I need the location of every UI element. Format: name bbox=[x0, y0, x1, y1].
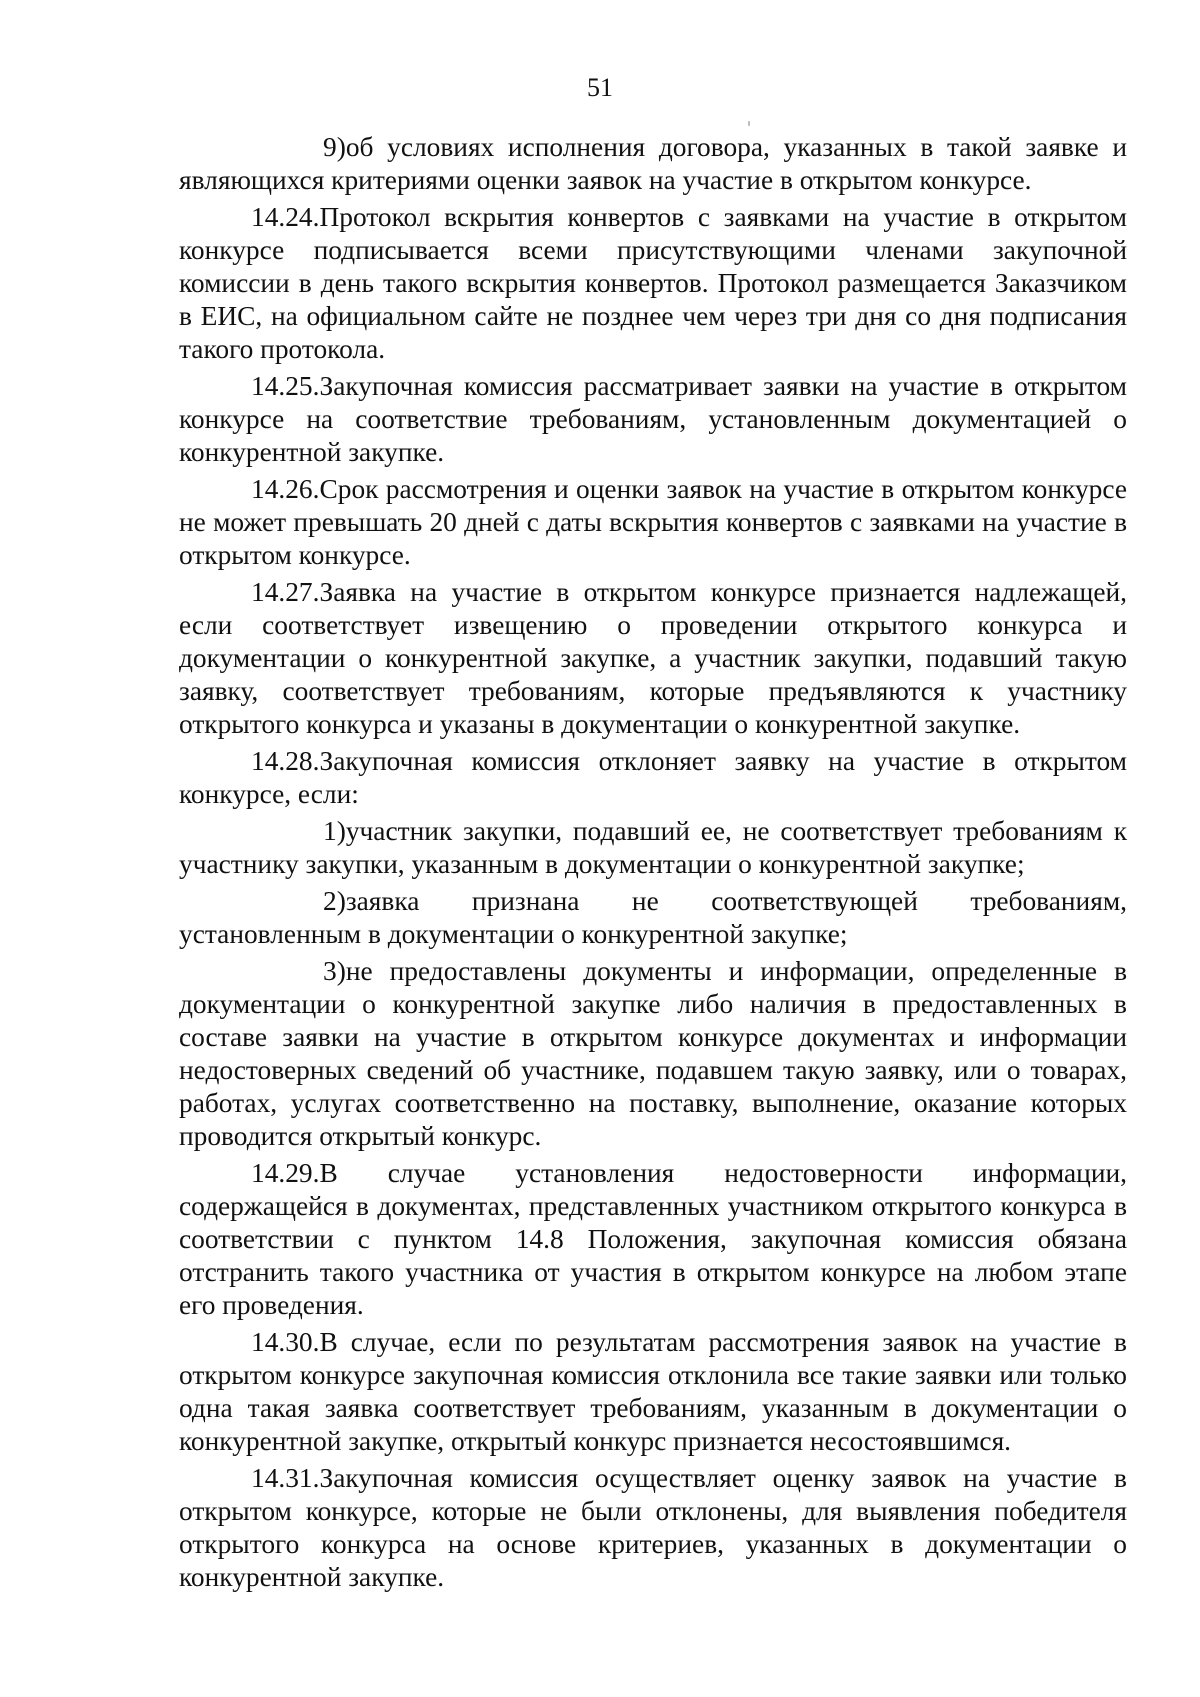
list-item bbox=[179, 885, 1127, 951]
scan-speck bbox=[748, 121, 750, 126]
page-number: 51 bbox=[587, 73, 613, 102]
paragraph: 14.24.Протокол вскрытия конвертов с заявками на участие в открытом конкурсе подписывается всеми присутствующими членами закупочной комиссии в день такого вскрытия конвертов. Протокол размещается Заказчиком в ЕИС, на официальном сайте не позднее чем через три дня со дня подписания такого протокола. bbox=[179, 202, 1127, 364]
item-text: не предоставлены документы и информации, определенные в документации о конкурентной закупке либо наличия в предоставленных в составе заявки на участие в открытом конкурсе документах и информации недостоверных сведений об участнике, подавшем такую заявку, или о товарах, работах, услугах соответственно на поставку, выполнение, оказание которых проводится открытый конкурс. bbox=[179, 956, 1127, 1151]
item-text: об условиях исполнения договора, указанных в такой заявке и являющихся критериями оценки заявок на участие в открытом конкурсе. bbox=[179, 132, 1127, 195]
paragraph: 14.25.Закупочная комиссия рассматривает заявки на участие в открытом конкурсе на соответствие требованиям, установленным документацией о конкурентной закупке. bbox=[179, 371, 1127, 467]
paragraph: 14.31.Закупочная комиссия осуществляет оценку заявок на участие в открытом конкурсе, которые не были отклонены, для выявления победителя открытого конкурса на основе критериев, указанных в документации о конкурентной закупке. bbox=[179, 1463, 1127, 1592]
item-number: 9) bbox=[323, 132, 346, 162]
item-number: 1) bbox=[323, 816, 346, 846]
paragraph: 14.28.Закупочная комиссия отклоняет заявку на участие в открытом конкурсе, если: bbox=[179, 746, 1127, 809]
item-number: 2) bbox=[323, 886, 346, 916]
paragraph: 14.29.В случае установления недостоверности информации, содержащейся в документах, представленных участником открытого конкурса в соответствии с пунктом 14.8 Положения, закупочная комиссия обязана отстранить такого участника от участия в открытом конкурсе на любом этапе его проведения. bbox=[179, 1158, 1127, 1320]
list-item bbox=[179, 131, 1127, 197]
item-text: заявка признана не соответствующей требованиям, установленным в документации о конкурентной закупке; bbox=[179, 886, 1127, 949]
document-body bbox=[179, 131, 1127, 1598]
item-number: 3) bbox=[323, 956, 346, 986]
item-text: участник закупки, подавший ее, не соответствует требованиям к участнику закупки, указанным в документации о конкурентной закупке; bbox=[179, 816, 1127, 879]
list-item bbox=[179, 955, 1127, 1153]
paragraph: 14.27.Заявка на участие в открытом конкурсе признается надлежащей, если соответствует извещению о проведении открытого конкурса и документации о конкурентной закупке, а участник закупки, подавший такую заявку, соответствует требованиям, которые предъявляются к участнику открытого конкурса и указаны в документации о конкурентной закупке. bbox=[179, 577, 1127, 739]
paragraph: 14.26.Срок рассмотрения и оценки заявок на участие в открытом конкурсе не может превышать 20 дней с даты вскрытия конвертов с заявками на участие в открытом конкурсе. bbox=[179, 474, 1127, 570]
list-item bbox=[179, 815, 1127, 881]
paragraph: 14.30.В случае, если по результатам рассмотрения заявок на участие в открытом конкурсе закупочная комиссия отклонила все такие заявки или только одна такая заявка соответствует требованиям, указанным в документации о конкурентной закупке, открытый конкурс признается несостоявшимся. bbox=[179, 1327, 1127, 1456]
